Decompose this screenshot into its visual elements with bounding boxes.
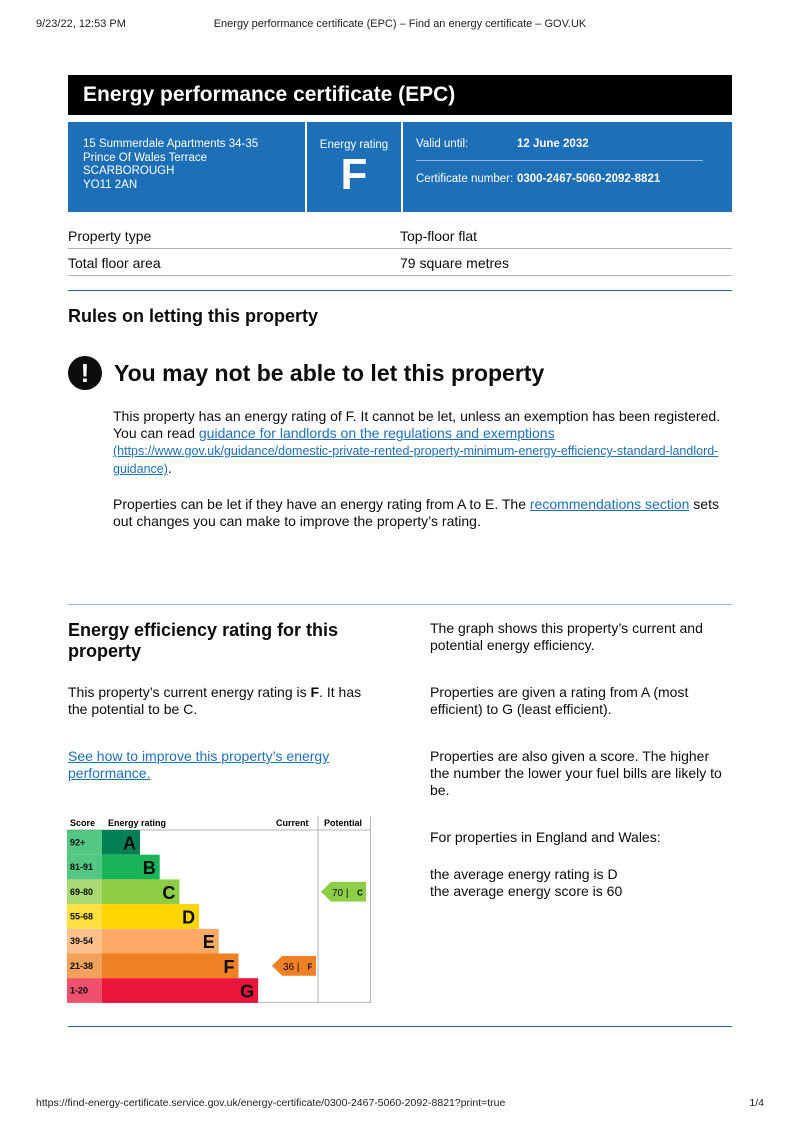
- score-range-label: 69-80: [70, 886, 94, 897]
- rating-band-letter: E: [202, 932, 215, 953]
- warning-icon: !: [68, 356, 102, 390]
- certificate-number-value: 0300-2467-5060-2092-8821: [517, 173, 661, 185]
- valid-until-label: Valid until:: [416, 138, 469, 150]
- print-page-title: Energy performance certificate (EPC) – Find an energy certificate – GOV.UK: [213, 18, 587, 30]
- valid-until-value: 12 June 2032: [517, 138, 589, 150]
- potential-letter: C: [183, 701, 194, 717]
- floor-area-value: 79 square metres: [400, 255, 509, 271]
- score-range-label: 21-38: [70, 960, 94, 971]
- rating-band-letter: G: [240, 981, 255, 1002]
- region-note: For properties in England and Wales:: [430, 829, 661, 845]
- current-rating-score: 36 |: [283, 961, 300, 973]
- score-range-label: 39-54: [70, 936, 94, 947]
- improve-performance-link[interactable]: See how to improve this property’s energy performance.: [68, 748, 330, 781]
- averages: [430, 866, 730, 900]
- rating-band-letter: A: [123, 833, 136, 854]
- paragraph-text: sets out changes you can make to improve the property’s rating.: [113, 496, 719, 529]
- section-divider: [68, 604, 732, 605]
- current-rating-letter: F: [307, 962, 313, 972]
- property-details-table: [68, 222, 732, 276]
- current-letter: F: [310, 684, 320, 700]
- rating-band-bar: [102, 929, 219, 954]
- score-range-label: 92+: [70, 837, 86, 848]
- chart-header-current: Current: [276, 818, 309, 828]
- rating-band-letter: D: [182, 907, 196, 928]
- energy-rating-box: [305, 122, 403, 212]
- paragraph-text: Properties can be let if they have an energy rating from A to E. The: [113, 496, 530, 512]
- property-type-value: Top-floor flat: [400, 228, 478, 244]
- section-divider: [68, 290, 732, 291]
- energy-rating-letter: F: [340, 150, 368, 199]
- landlord-guidance-url[interactable]: (https://www.gov.uk/guidance/domestic-private-rented-property-minimum-energy-efficiency-standard-landlord-guidance): [113, 444, 719, 476]
- rating-explanation: Properties are given a rating from A (most efficient) to G (least efficient).: [430, 684, 689, 717]
- energy-rating-label: Energy rating: [319, 139, 389, 151]
- score-range-label: 1-20: [70, 985, 89, 996]
- certificate-summary: [68, 122, 732, 212]
- paragraph-text: .: [167, 460, 172, 476]
- print-datetime: 9/23/22, 12:53 PM: [36, 18, 126, 30]
- average-rating: the average energy rating is D: [430, 866, 618, 882]
- address-line: YO11 2AN: [83, 178, 138, 191]
- rating-band-letter: C: [162, 882, 176, 903]
- current-rating-text: [68, 684, 368, 718]
- recommendations-link[interactable]: recommendations section: [529, 496, 690, 512]
- paragraph-text: This property’s current energy rating is: [68, 684, 311, 700]
- score-range-label: 55-68: [70, 911, 94, 922]
- rating-band-bar: [102, 978, 258, 1003]
- rating-band-bar: [102, 954, 239, 979]
- property-address: [83, 138, 258, 192]
- chart-header-rating: Energy rating: [108, 818, 167, 828]
- table-row: [68, 222, 732, 249]
- rating-band-letter: B: [142, 858, 156, 879]
- paragraph-text: .: [193, 701, 198, 717]
- paragraph-text: This property has an energy rating of F. It cannot be let, unless an exemption has been registered. You can read: [113, 408, 721, 441]
- rules-paragraph-2: [113, 496, 728, 530]
- energy-rating-chart: [67, 816, 371, 1003]
- validity-info: [416, 138, 703, 188]
- potential-rating-score: 70 |: [332, 887, 349, 899]
- page-title: Energy performance certificate (EPC): [68, 75, 732, 115]
- paragraph-text: . It has the potential to be: [68, 684, 362, 717]
- energy-rating-chart-svg: [67, 816, 371, 1003]
- rating-band-letter: F: [223, 956, 235, 977]
- address-line: SCARBOROUGH: [83, 165, 175, 177]
- print-page-number: 1/4: [749, 1097, 764, 1109]
- warning-title: You may not be able to let this property: [114, 360, 545, 386]
- print-url: https://find-energy-certificate.service.gov.uk/energy-certificate/0300-2467-5060-2092-8821?print=true: [36, 1097, 506, 1109]
- floor-area-label: Total floor area: [68, 255, 161, 271]
- property-type-label: Property type: [68, 228, 152, 244]
- certificate-number-label: Certificate number:: [416, 173, 514, 185]
- efficiency-heading: Energy efficiency rating for this property: [68, 620, 339, 661]
- graph-explanation: The graph shows this property’s current and potential energy efficiency.: [430, 620, 703, 653]
- score-range-label: 81-91: [70, 862, 94, 873]
- chart-header-score: Score: [70, 818, 96, 828]
- score-explanation: Properties are also given a score. The higher the number the lower your fuel bills are likely to be.: [430, 748, 722, 798]
- divider: [416, 160, 703, 161]
- rules-heading: Rules on letting this property: [68, 306, 319, 326]
- rules-paragraph: [113, 408, 728, 478]
- landlord-guidance-link[interactable]: guidance for landlords on the regulations and exemptions: [198, 425, 555, 441]
- chart-header-potential: Potential: [324, 818, 363, 828]
- potential-rating-letter: C: [357, 888, 363, 898]
- section-divider: [68, 1026, 732, 1027]
- address-line: 15 Summerdale Apartments 34-35: [83, 138, 259, 150]
- table-row: [68, 249, 732, 276]
- average-score: the average energy score is 60: [430, 883, 623, 899]
- address-line: Prince Of Wales Terrace: [83, 151, 207, 164]
